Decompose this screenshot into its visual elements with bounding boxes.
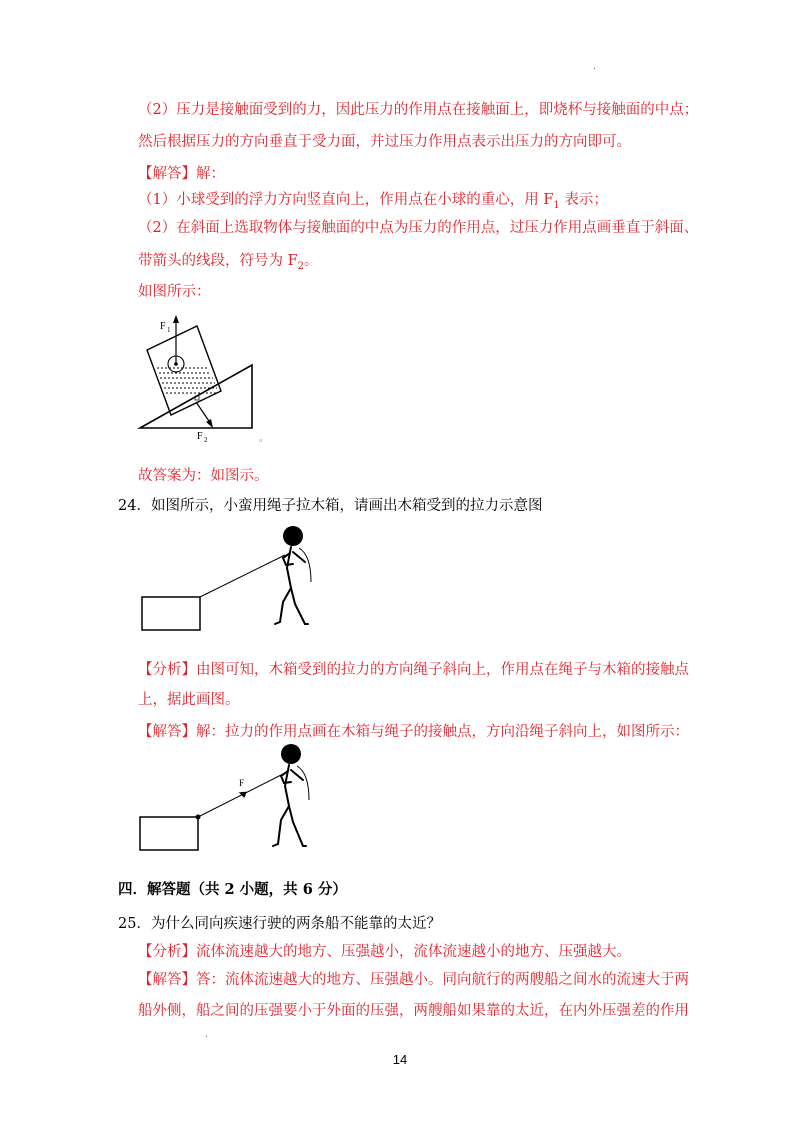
analysis-25 bbox=[138, 942, 631, 962]
answer-line-1-sub: 1 bbox=[553, 199, 560, 211]
pull-force-figure bbox=[135, 740, 335, 855]
box bbox=[142, 597, 200, 630]
scan-dot: . bbox=[593, 62, 596, 72]
answer-line-3-text: 带箭头的线段，符号为 F bbox=[138, 253, 298, 269]
scan-dot-2: . bbox=[205, 1030, 208, 1040]
answer-tag-25: 【解答】 bbox=[138, 972, 196, 988]
answer-24-text: 解：拉力的作用点画在木箱与绳子的接触点，方向沿绳子斜向上，如图所示： bbox=[196, 724, 689, 740]
analysis-25-text: 流体流速越大的地方、压强越小，流体流速越小的地方、压强越大。 bbox=[196, 944, 631, 960]
answer-line-3-sub: 2 bbox=[297, 260, 305, 272]
answer-line-3-end: 。 bbox=[304, 253, 319, 269]
analysis-tag-25: 【分析】 bbox=[138, 944, 196, 960]
analysis-24-text: 由图可知，木箱受到的拉力的方向绳子斜向上，作用点在绳子与木箱的接触点 bbox=[196, 662, 689, 678]
answer-line-3 bbox=[138, 251, 319, 277]
section-4-heading: 四．解答题（共 2 小题，共 6 分） bbox=[118, 881, 347, 898]
box-2 bbox=[140, 817, 198, 850]
pull-box-figure bbox=[135, 520, 335, 635]
rope bbox=[200, 555, 285, 597]
f2-sub: 2 bbox=[204, 436, 208, 444]
answer-tag-24: 【解答】 bbox=[138, 724, 196, 740]
incline-triangle bbox=[140, 365, 252, 428]
person-body-2 bbox=[273, 765, 306, 846]
f2-label: F bbox=[197, 431, 203, 442]
answer-line-2: （2）在斜面上选取物体与接触面的中点为压力的作用点，过压力作用点画垂直于斜面、 bbox=[138, 220, 699, 236]
force-point bbox=[196, 815, 201, 820]
page-number: 14 bbox=[392, 1052, 408, 1067]
conclusion-line: 故答案为：如图示。 bbox=[138, 468, 269, 484]
answer-heading bbox=[138, 164, 225, 184]
force-arrow-head bbox=[239, 792, 247, 799]
answer-25-cont: 船外侧，船之间的压强要小于外面的压强，两艘船如果靠的太近，在内外压强差的作用 bbox=[138, 1003, 689, 1019]
answer-24 bbox=[138, 722, 689, 742]
answer-intro: 解： bbox=[196, 166, 225, 182]
answer-25 bbox=[138, 970, 689, 990]
analysis-tag-24: 【分析】 bbox=[138, 662, 196, 678]
force-label: F bbox=[239, 778, 245, 788]
person-head bbox=[283, 526, 303, 546]
as-shown-label: 如图所示： bbox=[138, 284, 211, 300]
answer-25-text: 答：流体流速越大的地方、压强越小。同向航行的两艘船之间水的流速大于两 bbox=[196, 972, 689, 988]
analysis-line-1: （2）压力是接触面受到的力，因此压力的作用点在接触面上，即烧杯与接触面的中点； bbox=[138, 102, 699, 118]
answer-line-1-text: （1）小球受到的浮力方向竖直向上，作用点在小球的重心，用 F bbox=[138, 192, 554, 208]
f2-arrow-head bbox=[206, 419, 213, 428]
person-head-2 bbox=[281, 744, 301, 764]
f1-sub: 1 bbox=[167, 326, 171, 334]
rope-tail bbox=[299, 548, 311, 582]
answer-tag: 【解答】 bbox=[138, 166, 196, 182]
figure1-end-dot: 。 bbox=[259, 434, 269, 444]
person-body bbox=[275, 547, 308, 624]
question-25: 25．为什么同向疾速行驶的两条船不能靠的太近？ bbox=[118, 916, 441, 932]
beaker-outline bbox=[147, 326, 221, 415]
analysis-line-2: 然后根据压力的方向垂直于受力面，并过压力作用点表示出压力的方向即可。 bbox=[138, 134, 631, 150]
answer-line-1-end: 表示； bbox=[559, 192, 608, 208]
f1-arrow-head bbox=[173, 315, 179, 323]
rope-tail-2 bbox=[297, 766, 309, 800]
question-24: 24．如图所示，小蛮用绳子拉木箱，请画出木箱受到的拉力示意图 bbox=[118, 498, 543, 514]
answer-line-1 bbox=[138, 190, 608, 216]
analysis-24-cont: 上，据此画图。 bbox=[138, 692, 240, 708]
analysis-24 bbox=[138, 660, 689, 680]
f1-label: F bbox=[160, 321, 166, 332]
incline-figure bbox=[135, 310, 275, 445]
